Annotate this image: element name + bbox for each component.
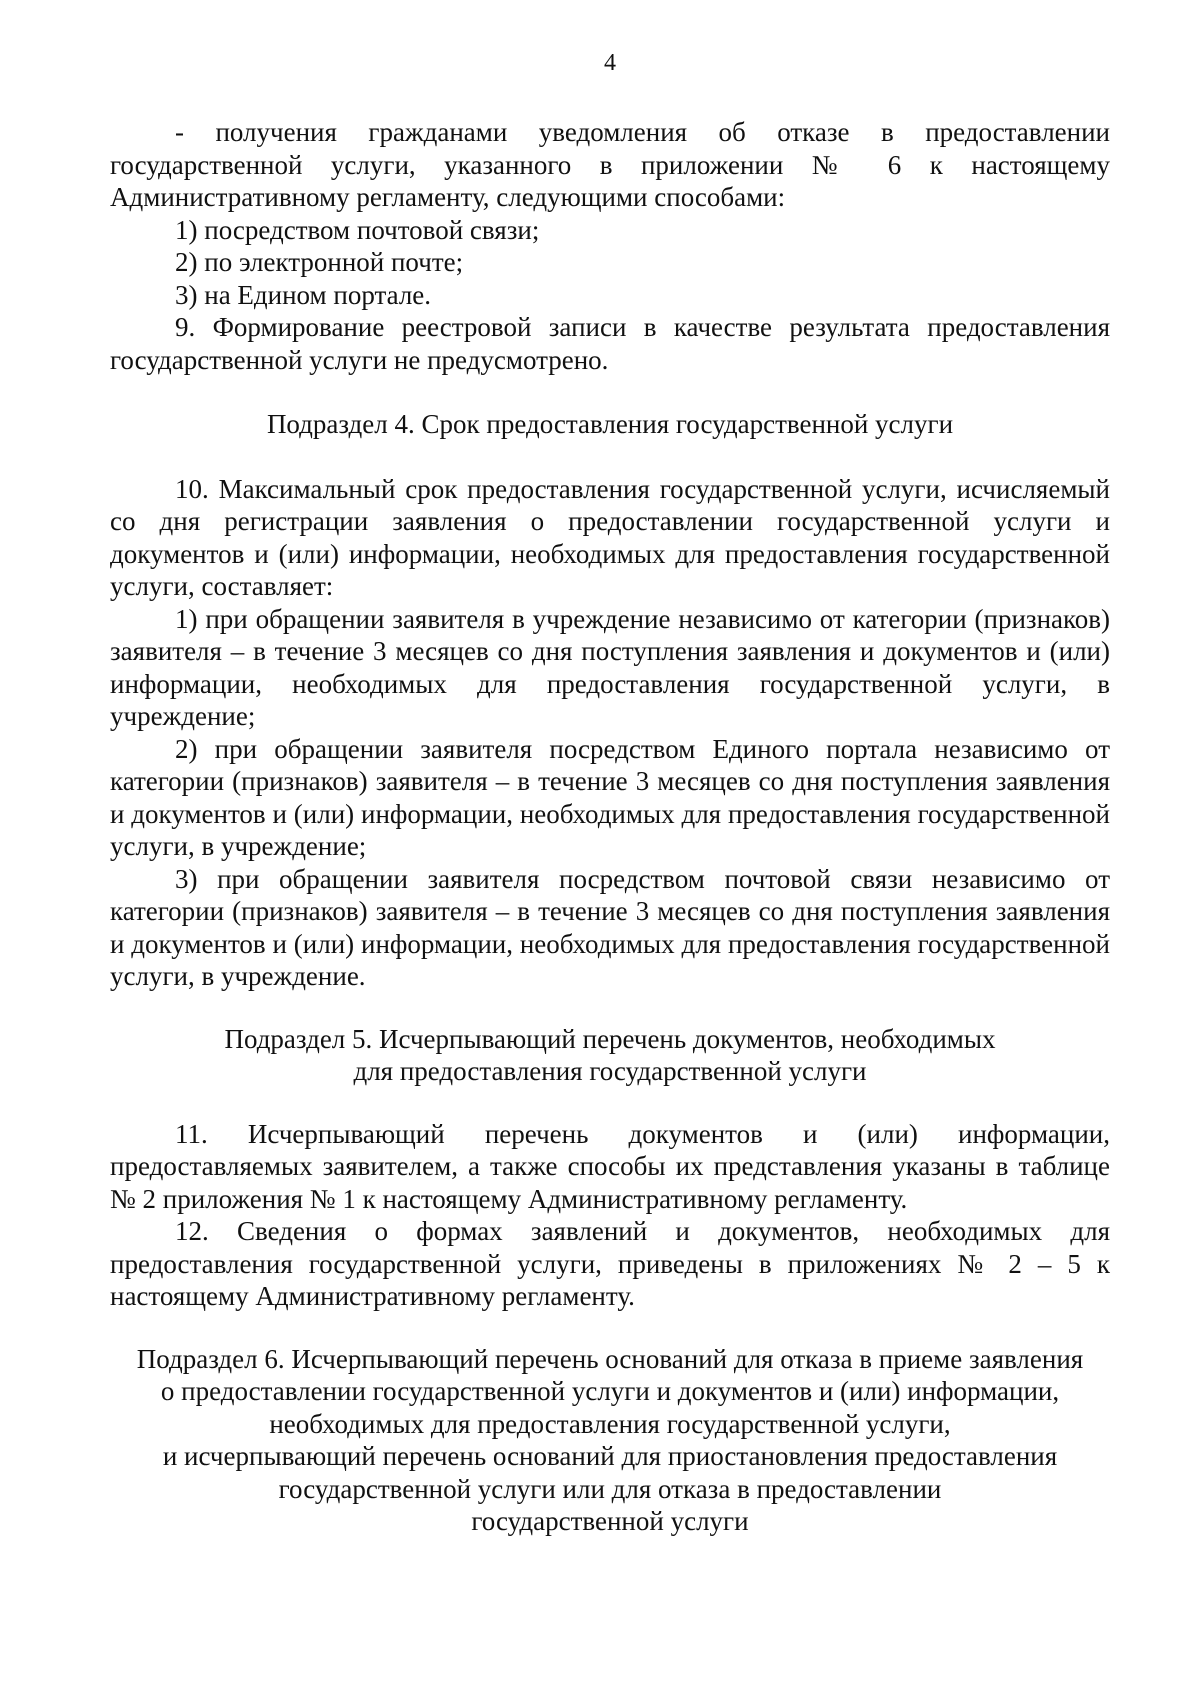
paragraph-12: 12. Сведения о формах заявлений и документов, необходимых для предоставления государственной услуги, приведены в приложениях № 2 – 5 к настоящему Административному регламенту. <box>110 1216 1110 1311</box>
section-heading-4: Подраздел 4. Срок предоставления государственной услуги <box>266 409 954 439</box>
heading-line: государственной услуги или для отказа в предоставлении <box>278 1473 942 1504</box>
list-item-portal: 3) на Едином портале. <box>175 279 432 310</box>
section-heading-5 <box>110 1023 1110 1088</box>
heading-line: для предоставления государственной услуги <box>353 1056 867 1086</box>
section-heading-6 <box>110 1343 1110 1538</box>
heading-line: необходимых для предоставления государственной услуги, <box>269 1408 951 1439</box>
paragraph-11: 11. Исчерпывающий перечень документов и (или) информации, предоставляемых заявителем, а также способы их представления указаны в таблице № 2 приложения № 1 к настоящему Административному регламенту. <box>110 1118 1110 1214</box>
document-body <box>110 116 1110 1538</box>
paragraph-10-item-2: 2) при обращении заявителя посредством Единого портала независимо от категории (признаков) заявителя – в течение 3 месяцев со дня поступления заявления и документов и (или) информации, необходимых для предоставления государственной услуги, в учреждение; <box>110 733 1110 861</box>
heading-line: государственной услуги <box>471 1506 749 1536</box>
heading-line: Подраздел 5. Исчерпывающий перечень документов, необходимых <box>224 1023 996 1054</box>
paragraph-10: 10. Максимальный срок предоставления государственной услуги, исчисляемый со дня регистрации заявления о предоставлении государственной услуги и документов и (или) информации, необходимых для предоставления государственной услуги, составляет: <box>110 473 1110 601</box>
heading-line: о предоставлении государственной услуги и документов и (или) информации, <box>160 1376 1060 1406</box>
paragraph-10-item-3: 3) при обращении заявителя посредством почтовой связи независимо от категории (признаков) заявителя – в течение 3 месяцев со дня поступления заявления и документов и (или) информации, необходимых для предоставления государственной услуги, в учреждение. <box>110 863 1110 991</box>
list-item-email: 2) по электронной почте; <box>175 247 464 277</box>
paragraph-9: 9. Формирование реестровой записи в качестве результата предоставления государственной услуги не предусмотрено. <box>110 312 1110 375</box>
list-item-postal: 1) посредством почтовой связи; <box>175 214 540 245</box>
heading-line: и исчерпывающий перечень оснований для приостановления предоставления <box>162 1441 1058 1471</box>
page-number: 4 <box>604 50 616 76</box>
paragraph-notice-methods: - получения гражданами уведомления об отказе в предоставлении государственной услуги, указанного в приложении № 6 к настоящему Административному регламенту, следующими способами: <box>110 117 1110 212</box>
heading-line: Подраздел 6. Исчерпывающий перечень оснований для отказа в приеме заявления <box>136 1343 1084 1374</box>
paragraph-10-item-1: 1) при обращении заявителя в учреждение независимо от категории (признаков) заявителя – в течение 3 месяцев со дня поступления заявления и документов и (или) информации, необходимых для предоставления государственной услуги, в учреждение; <box>110 603 1110 731</box>
